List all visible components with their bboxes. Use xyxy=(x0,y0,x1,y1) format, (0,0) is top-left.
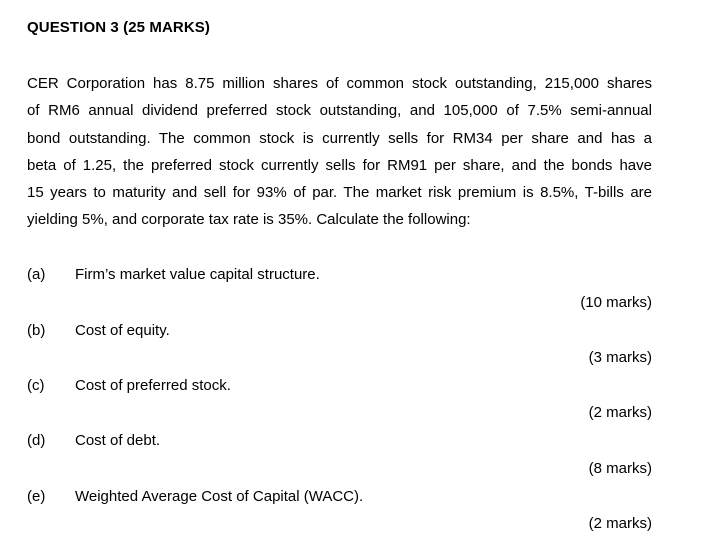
item-letter: (a) xyxy=(27,266,46,283)
item-marks: (2 marks) xyxy=(588,515,652,532)
paragraph-line: of RM6 annual dividend preferred stock outstanding, and 105,000 of 7.5% semi-annual xyxy=(27,102,652,120)
paragraph-line: CER Corporation has 8.75 million shares of common stock outstanding, 215,000 shares xyxy=(27,75,652,92)
paragraph-line: bond outstanding. The common stock is currently sells for RM34 per share and has a xyxy=(27,129,652,147)
paragraph-line: beta of 1.25, the preferred stock currently sells for RM91 per share, and the bonds have xyxy=(27,156,652,174)
item-letter: (c) xyxy=(27,377,45,394)
item-text: Weighted Average Cost of Capital (WACC). xyxy=(75,488,364,505)
paragraph-line: yielding 5%, and corporate tax rate is 35%. Calculate the following: xyxy=(27,211,471,229)
item-marks: (3 marks) xyxy=(588,349,652,366)
item-marks: (8 marks) xyxy=(588,460,652,477)
item-text: Cost of debt. xyxy=(75,432,161,449)
item-marks: (2 marks) xyxy=(588,404,652,421)
item-letter: (d) xyxy=(27,432,46,449)
question-heading: QUESTION 3 (25 MARKS) xyxy=(27,19,210,36)
item-text: Cost of equity. xyxy=(75,322,170,339)
paragraph-line: 15 years to maturity and sell for 93% of par. The market risk premium is 8.5%, T-bills are xyxy=(27,184,652,202)
item-marks: (10 marks) xyxy=(580,294,652,311)
item-letter: (b) xyxy=(27,322,46,339)
question-paragraph xyxy=(27,70,652,234)
item-letter: (e) xyxy=(27,488,46,505)
item-text: Cost of preferred stock. xyxy=(75,377,231,394)
item-text: Firm’s market value capital structure. xyxy=(75,266,320,283)
